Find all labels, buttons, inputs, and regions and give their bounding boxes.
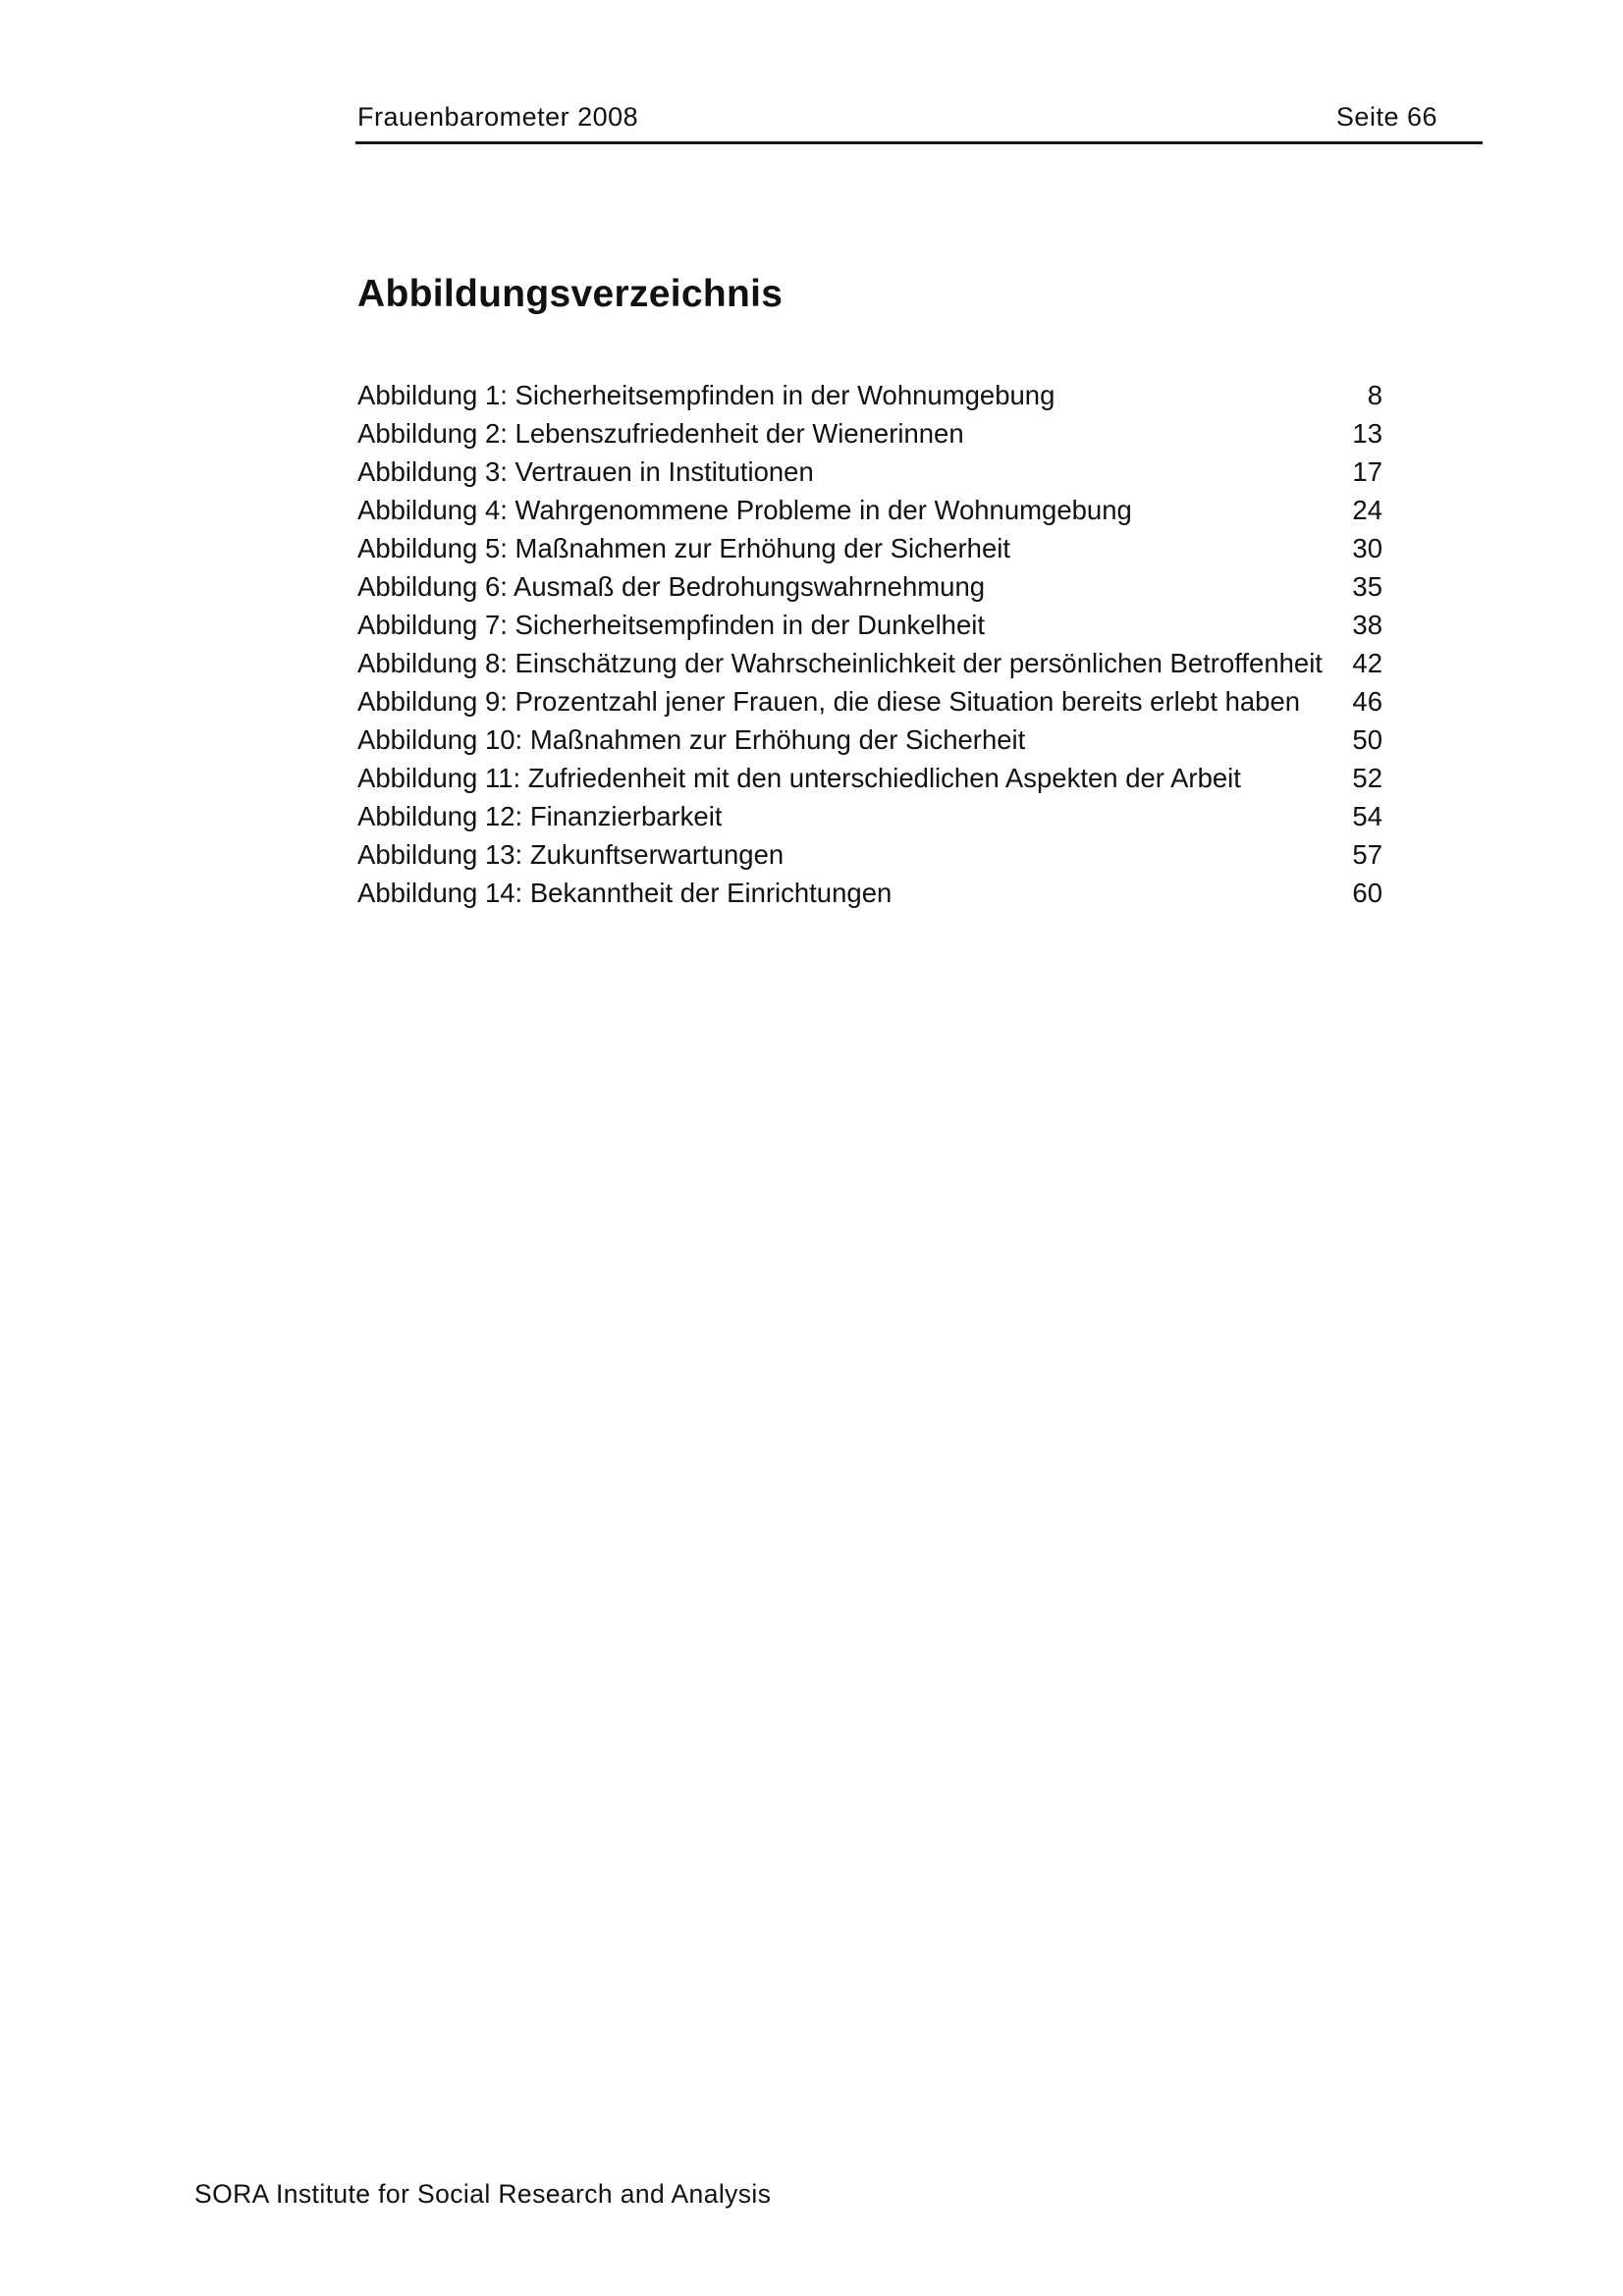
- figure-index-entry: [357, 682, 1382, 721]
- figure-index-page: 42: [1352, 648, 1382, 678]
- page-header: [355, 98, 1483, 144]
- figure-index-page: 35: [1352, 571, 1382, 602]
- figure-index-entry: [357, 797, 1382, 835]
- figure-index-label: Abbildung 10: Maßnahmen zur Erhöhung der Sicherheit: [357, 724, 1026, 755]
- figure-index-label: Abbildung 1: Sicherheitsempfinden in der Wohnumgebung: [357, 380, 1055, 410]
- figure-index-label: Abbildung 2: Lebenszufriedenheit der Wienerinnen: [357, 418, 964, 449]
- figure-index-entry: [357, 606, 1382, 644]
- figure-index-entry: [357, 721, 1382, 759]
- figure-index-label: Abbildung 12: Finanzierbarkeit: [357, 801, 723, 831]
- figure-index-list: [357, 376, 1382, 912]
- figure-index-page: 8: [1367, 380, 1382, 410]
- figure-index-entry: [357, 835, 1382, 874]
- figure-index-entry: [357, 759, 1382, 797]
- figure-index-page: 17: [1352, 456, 1382, 487]
- figure-index-page: 13: [1352, 418, 1382, 449]
- figure-index-label: Abbildung 4: Wahrgenommene Probleme in der Wohnumgebung: [357, 495, 1132, 525]
- figure-index-label: Abbildung 7: Sicherheitsempfinden in der Dunkelheit: [357, 610, 986, 640]
- figure-index-entry: [357, 874, 1382, 912]
- figure-index-label: Abbildung 13: Zukunftserwartungen: [357, 839, 784, 870]
- figure-index-entry: [357, 453, 1382, 491]
- figure-index-label: Abbildung 5: Maßnahmen zur Erhöhung der Sicherheit: [357, 533, 1010, 563]
- page-title: Abbildungsverzeichnis: [357, 273, 784, 315]
- figure-index-entry: [357, 644, 1382, 682]
- figure-index-label: Abbildung 6: Ausmaß der Bedrohungswahrnehmung: [357, 571, 986, 602]
- figure-index-page: 46: [1352, 686, 1382, 717]
- figure-index-page: 52: [1352, 763, 1382, 793]
- header-document-title: Frauenbarometer 2008: [357, 102, 639, 132]
- figure-index-label: Abbildung 3: Vertrauen in Institutionen: [357, 456, 814, 487]
- figure-index-page: 54: [1352, 801, 1382, 831]
- figure-index-page: 30: [1352, 533, 1382, 563]
- figure-index-page: 50: [1352, 724, 1382, 755]
- page-footer: SORA Institute for Social Research and Analysis: [194, 2179, 772, 2209]
- figure-index-entry: [357, 529, 1382, 567]
- figure-index-page: 38: [1352, 610, 1382, 640]
- header-page-number: Seite 66: [1335, 102, 1437, 132]
- figure-index-entry: [357, 376, 1382, 414]
- figure-index-label: Abbildung 14: Bekanntheit der Einrichtungen: [357, 878, 893, 908]
- figure-index-page: 60: [1352, 878, 1382, 908]
- figure-index-entry: [357, 414, 1382, 453]
- figure-index-label: Abbildung 8: Einschätzung der Wahrscheinlichkeit der persönlichen Betroffenheit: [357, 648, 1323, 678]
- figure-index-entry: [357, 491, 1382, 529]
- figure-index-label: Abbildung 9: Prozentzahl jener Frauen, die diese Situation bereits erlebt haben: [357, 686, 1301, 717]
- figure-index-entry: [357, 567, 1382, 606]
- figure-index-label: Abbildung 11: Zufriedenheit mit den unterschiedlichen Aspekten der Arbeit: [357, 763, 1241, 793]
- figure-index-page: 24: [1352, 495, 1382, 525]
- figure-index-page: 57: [1352, 839, 1382, 870]
